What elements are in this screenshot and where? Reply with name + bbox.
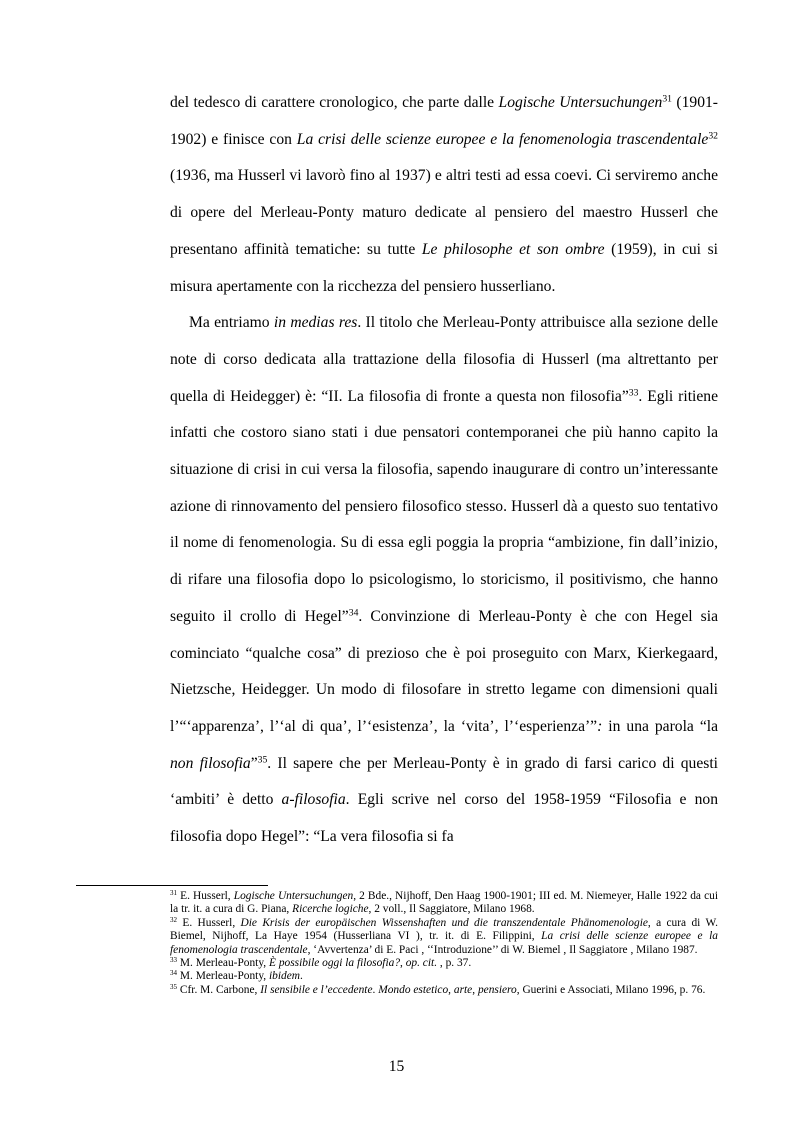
footnote-ref: 31 bbox=[662, 93, 672, 105]
italic-text: pensiero bbox=[477, 983, 517, 996]
footnote bbox=[170, 917, 718, 957]
text-run: Ma entriamo bbox=[189, 314, 274, 332]
footnote-ref: 35 bbox=[257, 754, 268, 766]
italic-text: Il sensibile e l’eccedente bbox=[260, 983, 373, 996]
text-run: , ‘Avvertenza’ di E. Paci , ‘‘Introduzione’’ di W. Biemel , Il Saggiatore , Milano 1987. bbox=[307, 943, 698, 956]
italic-text: arte bbox=[453, 983, 473, 996]
footnote bbox=[170, 957, 718, 970]
footnote bbox=[170, 970, 718, 983]
paragraph bbox=[170, 85, 718, 305]
paragraph bbox=[170, 305, 718, 856]
text-run: E. Husserl, bbox=[177, 916, 241, 929]
text-run: , Guerini e Associati, Milano 1996, p. 76. bbox=[516, 983, 706, 996]
text-run: , 2 voll., Il Saggiatore, Milano 1968. bbox=[368, 903, 535, 916]
italic-text: in medias res bbox=[273, 314, 358, 332]
text-run: . bbox=[372, 983, 379, 996]
body-text bbox=[170, 85, 718, 856]
text-run: M. Merleau-Ponty, bbox=[177, 957, 270, 970]
text-run: . Egli ritiene infatti che costoro siano stati i due pensatori contemporanei che più hanno capito la situazione di crisi in cui versa la filosofia, sapendo inaugurare di contro un’interessante azione di rinnovamento del pensiero filosofico stesso. Husserl dà a questo suo tentativo il nome di fenomenologia. Su di essa egli poggia la propria “ambizione, fin dall’inizio, di rifare una filosofia dopo lo psicologismo, lo storicismo, il positivismo, che hanno seguito il crollo di Hegel” bbox=[170, 387, 718, 625]
text-run: . Il sapere che per Merleau-Ponty è in grado di farsi carico di questi ‘ambiti’ è detto bbox=[170, 754, 718, 809]
footnote-ref: 34 bbox=[170, 969, 178, 978]
footnote-ref: 33 bbox=[170, 956, 178, 965]
footnote-ref: 35 bbox=[170, 982, 178, 991]
italic-text: Mondo estetico bbox=[378, 983, 449, 996]
text-run: E. Husserl, bbox=[177, 890, 234, 902]
footnote-ref: 32 bbox=[170, 915, 178, 924]
italic-text: ibidem bbox=[269, 970, 301, 983]
italic-text: op. cit. bbox=[405, 957, 438, 970]
footnote bbox=[170, 984, 718, 997]
italic-text: È possibile oggi la filosofia? bbox=[269, 957, 401, 970]
text-run: (1959), in cui si misura apertamente con la ricchezza del pensiero husserliano. bbox=[170, 240, 718, 295]
italic-text: Logische Untersuchungen bbox=[233, 890, 354, 902]
text-run: Cfr. M. Carbone, bbox=[177, 983, 261, 996]
italic-text: Logische Untersuchungen bbox=[498, 94, 663, 111]
text-run: (1901-1902) e finisce con bbox=[170, 94, 718, 148]
text-run: , bbox=[472, 983, 478, 996]
text-run: , 2 Bde., Nijhoff, Den Haag 1900-1901; III ed. M. Niemeyer, Halle 1922 da cui la tr. it. a cura di G. Piana, bbox=[170, 890, 718, 916]
text-run: , bbox=[400, 957, 406, 970]
text-run: , p. 37. bbox=[437, 957, 472, 970]
italic-text: : bbox=[597, 717, 603, 735]
italic-text: Die Krisis der europäischen Wissenshaften und die transzendentale Phänomenologie bbox=[240, 916, 648, 929]
footnote-ref: 32 bbox=[708, 130, 718, 142]
text-run: . Egli scrive nel corso del 1958-1959 “Filosofia e non filosofia dopo Hegel”: “La vera filosofia si fa bbox=[170, 791, 718, 846]
italic-text: La crisi delle scienze europee e la fenomenologia trascendentale bbox=[170, 930, 718, 956]
text-run: , bbox=[448, 983, 454, 996]
text-run: . Il titolo che Merleau-Ponty attribuisce alla sezione delle note di corso dedicata alla trattazione della filosofia di Husserl (ma altrettanto per quella di Heidegger) è: “II. La filosofia di fronte a questa non filosofia” bbox=[170, 314, 718, 405]
footnote bbox=[170, 890, 718, 917]
footnote-ref: 34 bbox=[348, 607, 359, 619]
text-run: . Convinzione di Merleau-Ponty è che con Hegel sia cominciato “qualche cosa” di prezioso che è poi proseguito con Marx, Kierkegaard, Nietzsche, Heidegger. Un modo di filosofare in stretto legame con dimensioni quali l’“‘apparenza’, l’‘al di qua’, l’‘esistenza’, la ‘vita’, l’‘esperienza’” bbox=[170, 607, 718, 735]
italic-text: La crisi delle scienze europee e la fenomenologia trascendentale bbox=[296, 130, 709, 148]
text-run: , a cura di W. Biemel, Nijhoff, La Haye 1954 (Husserliana VI ), tr. it. di E. Filippini, bbox=[170, 916, 718, 943]
italic-text: Le philosophe et son ombre bbox=[421, 240, 605, 258]
footnote-ref: 31 bbox=[170, 889, 178, 898]
footnote-separator bbox=[76, 885, 268, 886]
text-run: in una parola “la bbox=[602, 717, 718, 735]
text-run: ” bbox=[250, 754, 258, 772]
italic-text: non filosofia bbox=[170, 754, 251, 772]
italic-text: a-filosofia bbox=[281, 791, 346, 809]
text-run: . bbox=[300, 970, 303, 983]
text-run: del tedesco di carattere cronologico, che parte dalle bbox=[170, 94, 499, 111]
page-number: 15 bbox=[388, 1058, 405, 1075]
italic-text: Ricerche logiche bbox=[292, 903, 369, 916]
text-run: M. Merleau-Ponty, bbox=[177, 970, 270, 983]
text-run: (1936, ma Husserl vi lavorò fino al 1937) e altri testi ad essa coevi. Ci serviremo anche di opere del Merleau-Ponty maturo dedicate al pensiero del maestro Husserl che presentano affinità tematiche: su tutte bbox=[170, 167, 718, 258]
footnotes bbox=[170, 890, 718, 997]
footnote-ref: 33 bbox=[628, 387, 639, 399]
